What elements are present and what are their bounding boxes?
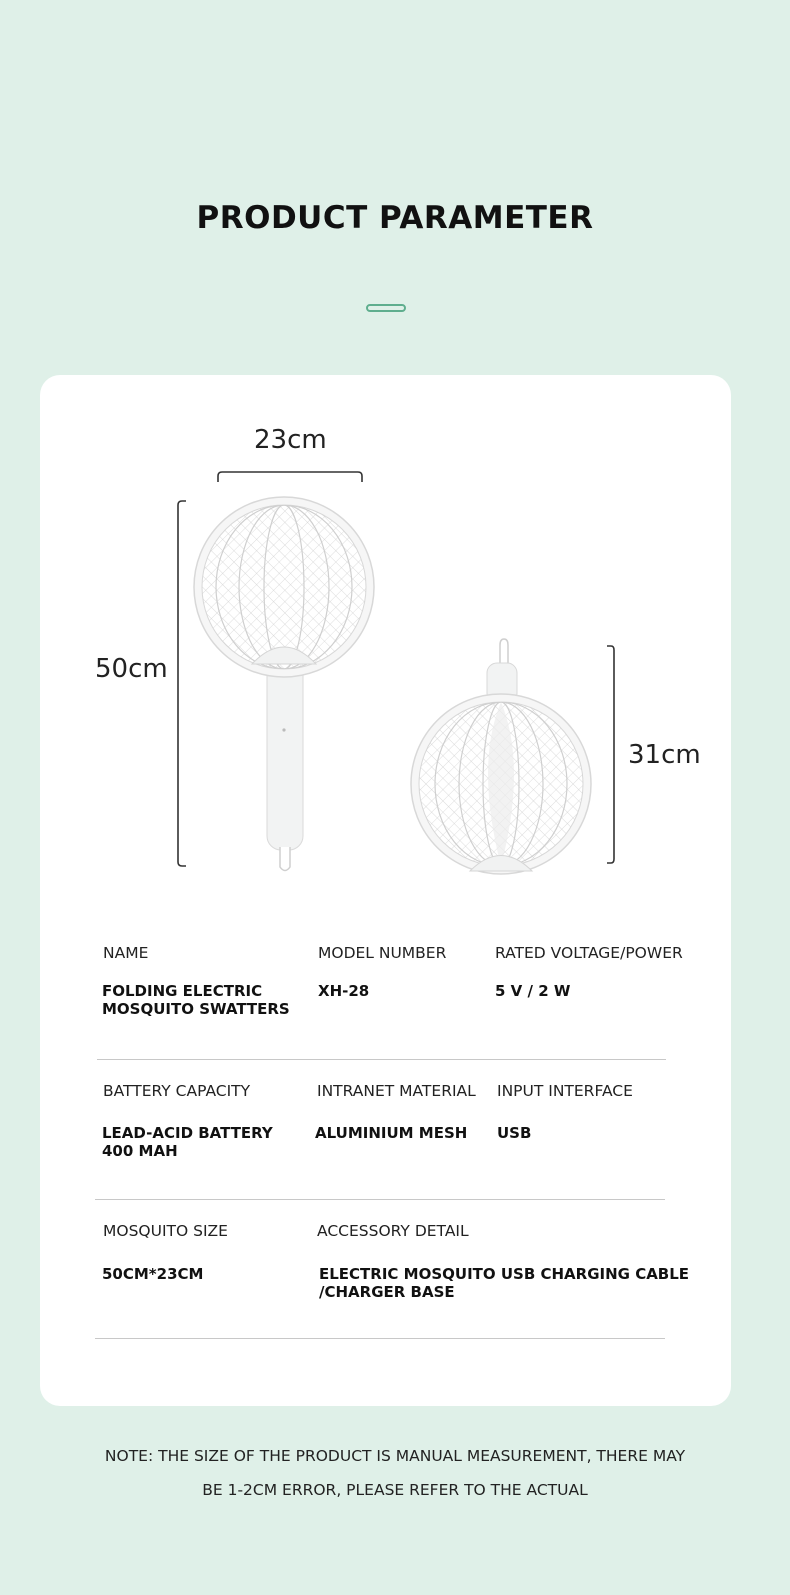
material-value: ALUMINIUM MESH bbox=[315, 1124, 468, 1142]
material-label: INTRANET MATERIAL bbox=[317, 1082, 476, 1100]
size-value: 50CM*23CM bbox=[102, 1265, 204, 1283]
model-value: XH-28 bbox=[318, 982, 370, 1000]
row-divider bbox=[95, 1199, 665, 1200]
width-bracket bbox=[218, 472, 362, 482]
interface-value: USB bbox=[497, 1124, 532, 1142]
folded-height-bracket bbox=[607, 646, 614, 863]
voltage-value: 5 V / 2 W bbox=[495, 982, 571, 1000]
voltage-label: RATED VOLTAGE/POWER bbox=[495, 944, 683, 962]
accessory-value-line2: /CHARGER BASE bbox=[319, 1283, 455, 1301]
interface-label: INPUT INTERFACE bbox=[497, 1082, 633, 1100]
note-line-1: NOTE: THE SIZE OF THE PRODUCT IS MANUAL MEASUREMENT, THERE MAY bbox=[104, 1447, 686, 1465]
battery-label: BATTERY CAPACITY bbox=[103, 1082, 251, 1100]
size-label: MOSQUITO SIZE bbox=[103, 1222, 228, 1240]
title-underline-decoration bbox=[366, 304, 406, 312]
row-divider bbox=[95, 1338, 665, 1339]
name-label: NAME bbox=[103, 944, 149, 962]
open-swatter bbox=[194, 497, 376, 871]
swatter-drawings bbox=[40, 375, 731, 915]
accessory-label: ACCESSORY DETAIL bbox=[317, 1222, 469, 1240]
model-label: MODEL NUMBER bbox=[318, 944, 447, 962]
page-title: PRODUCT PARAMETER bbox=[196, 200, 594, 236]
battery-value-line1: LEAD-ACID BATTERY bbox=[102, 1124, 273, 1142]
accessory-value-line1: ELECTRIC MOSQUITO USB CHARGING CABLE bbox=[319, 1265, 690, 1283]
folded-swatter bbox=[411, 639, 591, 874]
parameter-card bbox=[40, 375, 731, 1406]
name-value-line1: FOLDING ELECTRIC bbox=[102, 982, 263, 1000]
height-bracket bbox=[178, 501, 186, 866]
note-line-2: BE 1-2CM ERROR, PLEASE REFER TO THE ACTUAL bbox=[202, 1481, 588, 1499]
product-illustration bbox=[40, 375, 731, 915]
folded-height-dimension-label: 31cm bbox=[628, 740, 701, 770]
row-divider bbox=[97, 1059, 666, 1060]
height-dimension-label: 50cm bbox=[95, 654, 168, 684]
width-dimension-label: 23cm bbox=[254, 425, 327, 455]
battery-value-line2: 400 MAH bbox=[102, 1142, 178, 1160]
name-value-line2: MOSQUITO SWATTERS bbox=[102, 1000, 290, 1018]
